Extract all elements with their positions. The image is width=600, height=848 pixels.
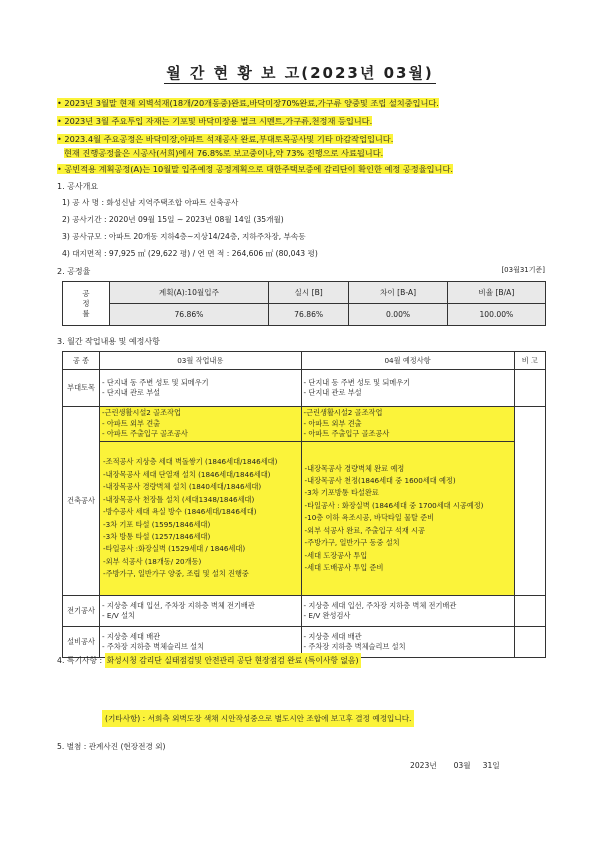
special-notes-text: 화성시청 감리단 실태점검및 안전관리 공단 현장점검 완료 (특이사항 없음) <box>105 653 361 668</box>
section2-heading: 2. 공정율 <box>57 267 91 276</box>
rate-header-diff: 차이 [B-A] <box>349 282 447 304</box>
summary-bullet-3: • 2023.4월 주요공정은 바닥미장,아파트 석재공사 완료,부대토목공사및 기타 마감작업입니다. <box>57 134 394 144</box>
rate-header-ratio: 비율 [B/A] <box>447 282 545 304</box>
work-row-april: - 단지내 동 주변 성토 및 되메우기 - 단지내 관로 부설 <box>301 370 514 407</box>
work-header-remark: 비 고 <box>514 352 545 370</box>
work-row-category: 부대토목 <box>63 370 100 407</box>
progress-rate-table <box>62 281 546 326</box>
work-row-march: - 단지내 동 주변 성토 및 되메우기 - 단지내 관로 부설 <box>100 370 302 407</box>
standard-date: [03월31기준] <box>501 266 545 274</box>
work-row-april-top: -근린생활시설2 골조작업 - 아파트 외부 견출 - 아파트 주출입구 골조공사 <box>301 407 514 442</box>
section1-heading: 1. 공사개요 <box>57 182 99 191</box>
project-area: 4) 대지면적 : 97,925 ㎡ (29,622 평) / 연 면 적 : 264,606 ㎡ (80,043 평) <box>62 249 318 258</box>
work-row-category: 전기공사 <box>63 596 100 627</box>
rate-row-label: 공 정 률 <box>63 282 110 326</box>
work-header-march: 03월 작업내용 <box>100 352 302 370</box>
attachment-line: 5. 별첨 : 관계사진 (현장전경 외) <box>57 742 166 751</box>
project-scale: 3) 공사규모 : 아파트 20개동 지하4층~지상14/24층, 지하주차장, 부속동 <box>62 232 306 241</box>
rate-header-plan: 계획(A):10월입주 <box>110 282 269 304</box>
summary-bullet-4: 현재 진행공정율은 시공사(서희)에서 76.8%로 보고중이나,약 73% 진행으로 사료됩니다. <box>64 148 384 158</box>
rate-value-ratio: 100.00% <box>447 304 545 326</box>
page-title: 월 간 현 황 보 고(2023년 03월) <box>166 64 434 82</box>
work-row-remark <box>514 407 545 596</box>
work-row-april: - 지상층 세대 배관 - 주차장 지하층 벽체슬리브 설치 <box>301 627 514 658</box>
section3-heading: 3. 월간 작업내용 및 예정사항 <box>57 337 160 346</box>
rate-value-diff: 0.00% <box>349 304 447 326</box>
work-row-remark <box>514 596 545 627</box>
report-date: 2023년 03월 31일 <box>410 761 500 770</box>
work-row-march: - 지상층 세대 입선, 주차장 지하층 벽체 전기배관 - E/V 설치 <box>100 596 302 627</box>
project-name: 1) 공 사 명 : 화성신남 지역주택조합 아파트 신축공사 <box>62 198 239 207</box>
work-header-april: 04월 예정사항 <box>301 352 514 370</box>
other-notes: (기타사항) : 서희측 외벽도장 색채 시안작성중으로 별도시안 조합에 보고후 결정 예정입니다. <box>102 713 414 724</box>
special-notes: 4. 특기사항 : 화성시청 감리단 실태점검및 안전관리 공단 현장점검 완료 (특이사항 없음) <box>57 655 361 666</box>
work-row-building <box>63 407 546 442</box>
summary-bullet-5: • 공빈적용 계획공정(A)는 10월말 입주예정 공정계획으로 대한주택보증에 감리단이 확인한 예정 공정율입니다. <box>57 164 453 174</box>
work-row-civil <box>63 370 546 407</box>
rate-header-actual: 실시 [B] <box>268 282 349 304</box>
work-table <box>62 351 546 658</box>
work-row-remark <box>514 627 545 658</box>
summary-bullet-2: • 2023년 3월 주요투입 자재는 기포및 바닥미장용 벌크 시멘트,가구류,천정재 등입니다. <box>57 116 373 126</box>
work-row-april: - 지상층 세대 입선, 주차장 지하층 벽체 전기배관 - E/V 완성검사 <box>301 596 514 627</box>
work-row-building-detail <box>63 442 546 596</box>
work-row-april-detail: -내장목공사 경량벽체 완료 예정 -내장목공사 천정(1846세대 중 1600세대 예정) -3차 기포방통 타설완료 -타일공사 : 화장실벽 (1846세대 중 1700세대 시공예정) -10층 이하 욕조시공, 바닥타일 물탈 준비 -외부 석공사 완료, 주출입구 석재 시공 -주방가구, 일반가구 동중 설치 -세대 도장공사 투입 -세대 도배공사 투입 준비 <box>301 442 514 596</box>
work-row-march: - 지상층 세대 배관 - 주차장 지하층 벽체슬리브 설치 <box>100 627 302 658</box>
project-period: 2) 공사기간 : 2020년 09월 15일 ~ 2023년 08월 14일 (35개월) <box>62 215 284 224</box>
work-row-remark <box>514 370 545 407</box>
work-row-electrical <box>63 596 546 627</box>
work-row-march-top: -근린생활시설2 골조작업 - 아파트 외부 견출 - 아파트 주출입구 골조공사 <box>100 407 302 442</box>
summary-bullet-1: • 2023년 3월말 현재 외벽석재(18개/20개동중)완료,바닥미장70%완료,가구류 양중및 조립 설치중입니다. <box>57 98 439 108</box>
rate-value-plan: 76.86% <box>110 304 269 326</box>
work-row-category: 설비공사 <box>63 627 100 658</box>
work-header-category: 공 종 <box>63 352 100 370</box>
work-row-march-detail: -조적공사 지상층 세대 벽돌쌓기 (1846세대/1846세대) -내장목공사 세대 단열재 설치 (1846세대/1846세대) -내장목공사 경량벽체 설치 (1840세대/1846세대) -내장목공사 천장틀 설치 (세대1348/1846세대) -방수공사 세대 욕실 방수 (1846세대/1846세대) -3차 기포 타설 (1595/1846세대) -3차 방통 타설 (1257/1846세대) -타일공사 :화장실벽 (1529세대 / 1846세대) -외부 석공사 (18개동/ 20개동) -주방가구, 일반가구 양중, 조립 및 설치 진행중 <box>100 442 302 596</box>
work-row-category: 건축공사 <box>63 407 100 596</box>
rate-value-actual: 76.86% <box>268 304 349 326</box>
